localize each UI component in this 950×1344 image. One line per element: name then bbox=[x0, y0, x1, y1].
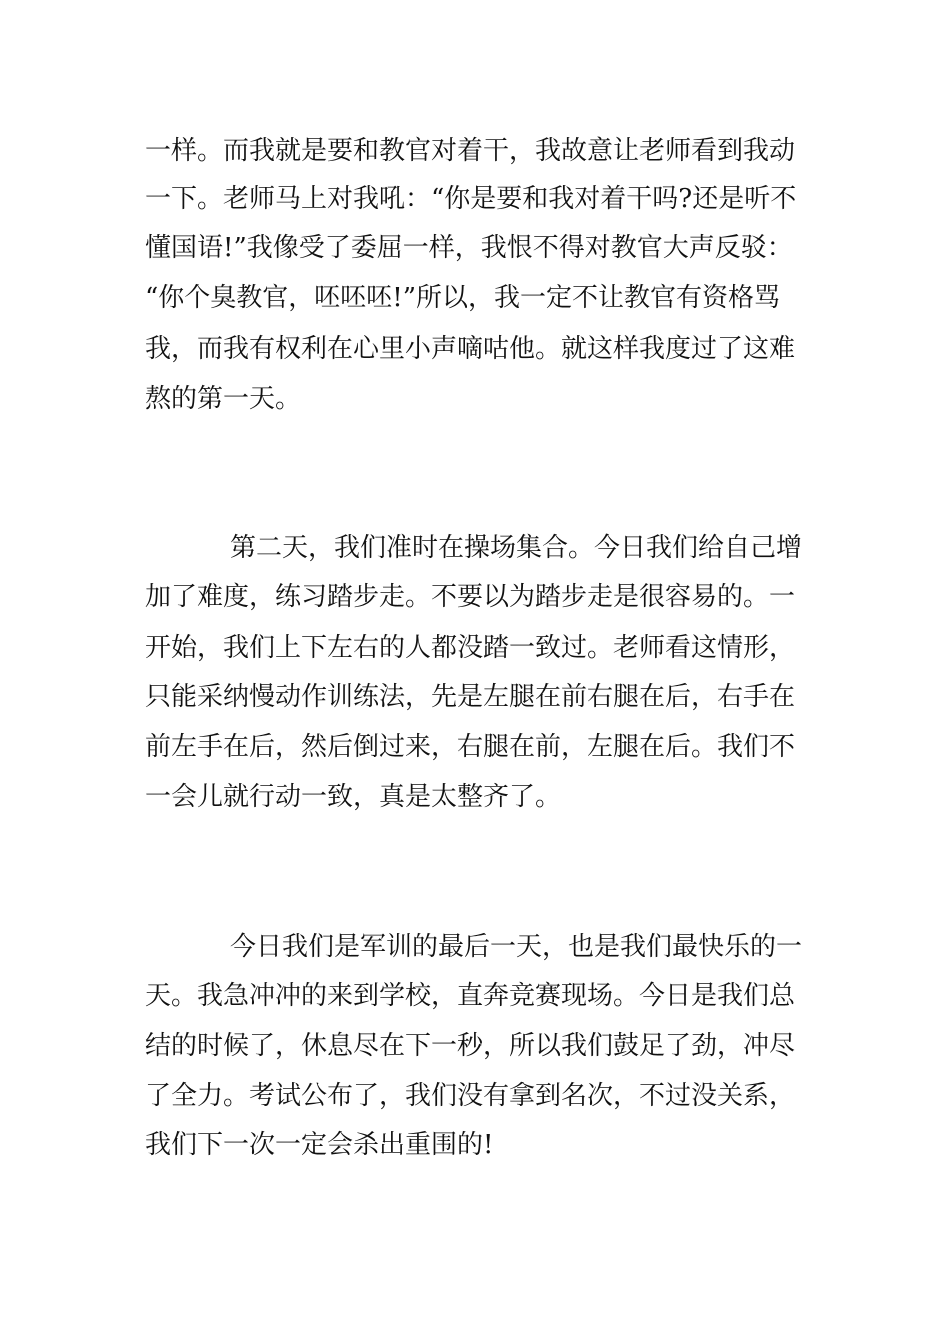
paragraph-line: 只能采纳慢动作训练法，先是左腿在前右腿在后，右手在 bbox=[145, 682, 796, 712]
paragraph-line: 开始，我们上下左右的人都没踏一致过。老师看这情形， bbox=[145, 633, 796, 663]
paragraph-line: 熬的第一天。 bbox=[145, 384, 302, 414]
paragraph-line: 第二天，我们准时在操场集合。今日我们给自己增 bbox=[230, 533, 803, 563]
paragraph-line: 结的时候了，休息尽在下一秒，所以我们鼓足了劲，冲尽 bbox=[145, 1031, 796, 1061]
paragraph-line: 我，而我有权利在心里小声嘀咕他。就这样我度过了这难 bbox=[145, 334, 796, 364]
paragraph-line: 我们下一次一定会杀出重围的! bbox=[145, 1130, 494, 1160]
paragraph-line: “你个臭教官，呸呸呸!”所以，我一定不让教官有资格骂 bbox=[145, 283, 781, 313]
paragraph-line: 一会儿就行动一致，真是太整齐了。 bbox=[145, 782, 562, 812]
paragraph-line: 一下。老师马上对我吼：“你是要和我对着干吗?还是听不 bbox=[145, 184, 797, 214]
paragraph-line: 了全力。考试公布了，我们没有拿到名次，不过没关系， bbox=[145, 1081, 796, 1111]
paragraph-line: 加了难度，练习踏步走。不要以为踏步走是很容易的。一 bbox=[145, 582, 796, 612]
paragraph-line: 一样。而我就是要和教官对着干，我故意让老师看到我动 bbox=[145, 136, 796, 166]
paragraph-line: 前左手在后，然后倒过来，右腿在前，左腿在后。我们不 bbox=[145, 732, 796, 762]
paragraph-line: 天。我急冲冲的来到学校，直奔竞赛现场。今日是我们总 bbox=[145, 981, 796, 1011]
paragraph-line: 懂国语!”我像受了委屈一样，我恨不得对教官大声反驳： bbox=[145, 233, 793, 263]
paragraph-line: 今日我们是军训的最后一天，也是我们最快乐的一 bbox=[230, 932, 803, 962]
